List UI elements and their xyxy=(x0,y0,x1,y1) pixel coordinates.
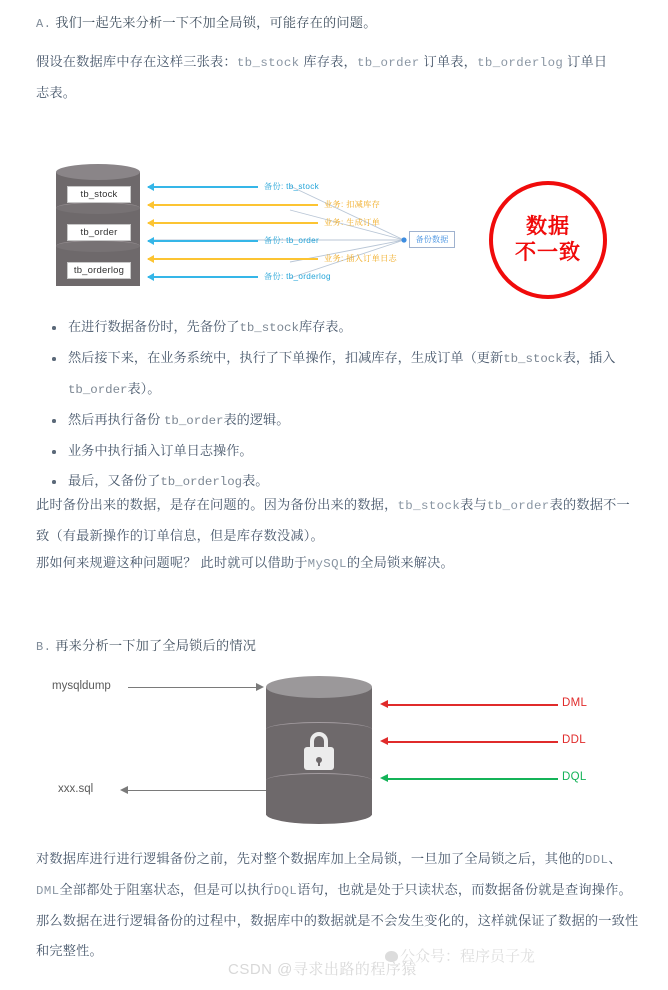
arrow-label-business-stock: 业务: 扣减库存 xyxy=(324,200,381,209)
para3-text-4: 语句，也就是处于只读状态，而数据备份就是查询操作。 xyxy=(297,882,632,897)
intro-text-1: 假设在数据库中存在这样三张表： xyxy=(36,54,237,69)
bullet-3-text-2: 表的逻辑。 xyxy=(223,412,290,427)
para1-text-3: 表的数据不一 xyxy=(549,497,630,512)
arrow-label-backup-order: 备份: tb_order xyxy=(264,236,320,245)
para2-text-1: 那如何来规避这种问题呢？ 此时就可以借助于 xyxy=(36,555,308,570)
wechat-watermark-text: 公众号：程序员子龙 xyxy=(400,948,536,965)
bullet-2-code-1: tb_stock xyxy=(503,352,563,366)
para3-code-2: DML xyxy=(36,884,60,898)
bullet-2-text-2: 表，插入 xyxy=(562,350,616,365)
csdn-watermark: CSDN @寻求出路的程序猿 xyxy=(228,961,417,978)
intro-text-4: 订单日 xyxy=(567,54,608,69)
table-name-stock: tb_stock xyxy=(236,56,300,70)
lock-explanation-paragraph xyxy=(36,844,651,966)
sql-output-arrow-head xyxy=(120,786,128,794)
section-a-intro xyxy=(36,47,636,108)
bullet-2-code-2: tb_order xyxy=(68,383,128,397)
para1-text-4: 致（有最新操作的订单信息，但是库存数没减）。 xyxy=(36,528,324,543)
table-name-order: tb_order xyxy=(356,56,420,70)
bullet-1-text-1: 在进行数据备份时，先备份了 xyxy=(68,319,240,334)
operation-label-ddl: DDL xyxy=(562,734,586,746)
list-item xyxy=(46,405,646,436)
intro-text-5: 志表。 xyxy=(36,85,77,100)
table-name-orderlog: tb_orderlog xyxy=(477,56,564,70)
mysqldump-arrow-line xyxy=(128,687,258,688)
para2-text-2: 的全局锁来解决。 xyxy=(346,555,454,570)
mysqldump-arrow-head xyxy=(256,683,264,691)
bullet-2-text-3: 表）。 xyxy=(127,381,161,396)
cylinder-top xyxy=(56,164,140,180)
section-a-title: 我们一起先来分析一下不加全局锁，可能存在的问题。 xyxy=(55,15,377,30)
section-a-heading xyxy=(36,8,377,39)
bullet-5-text-2: 表。 xyxy=(242,473,269,488)
para4-text-1: 那么数据在进行逻辑备份的过程中，数据库中的数据就是不会发生变化的，这样就保证了数据的一致性 xyxy=(36,913,639,928)
para2-code-1: MySQL xyxy=(307,557,347,571)
locked-database-cylinder xyxy=(266,676,372,824)
list-item xyxy=(46,436,646,466)
para3-text-2: 、 xyxy=(608,851,622,866)
padlock-icon xyxy=(304,732,334,770)
operation-label-dml: DML xyxy=(562,697,588,709)
section-a-marker: A. xyxy=(36,17,52,31)
bullet-5-text-1: 最后，又备份了 xyxy=(68,473,161,488)
para3-text-3: 全部都处于阻塞状态，但是可以执行 xyxy=(59,882,274,897)
bullet-1-code-1: tb_stock xyxy=(239,321,299,335)
backup-data-node: 备份数据 xyxy=(409,231,455,248)
section-b-heading xyxy=(36,631,256,662)
para3-code-3: DQL xyxy=(273,884,298,898)
para4-text-2: 和完整性。 xyxy=(36,943,103,958)
para1-text-2: 表与 xyxy=(460,497,487,512)
warning-line-1: 数据 xyxy=(526,215,570,238)
sql-output-arrow-line xyxy=(128,790,268,791)
section-b-marker: B. xyxy=(36,640,52,654)
arrow-label-business-orderlog: 业务: 插入订单日志 xyxy=(324,254,398,263)
bullet-3-code-1: tb_order xyxy=(163,414,224,428)
table-label-stock: tb_stock xyxy=(67,186,131,203)
para1-code-1: tb_stock xyxy=(397,499,461,513)
intro-text-3: 订单表， xyxy=(423,54,478,69)
table-label-order: tb_order xyxy=(67,224,131,241)
list-item xyxy=(46,312,646,343)
para1-text-1: 此时备份出来的数据，是存在问题的。因为备份出来的数据， xyxy=(36,497,398,512)
global-lock-diagram xyxy=(0,668,668,833)
intro-text-2: 库存表， xyxy=(303,54,357,69)
bullet-4-text-1: 业务中执行插入订单日志操作。 xyxy=(68,443,253,458)
bullet-2-text-1: 然后接下来，在业务系统中，执行了下单操作，扣减库存，生成订单（更新 xyxy=(68,350,504,365)
para3-code-1: DDL xyxy=(584,853,609,867)
inconsistency-explanation xyxy=(36,490,646,551)
arrow-label-backup-stock: 备份: tb_stock xyxy=(264,182,320,191)
global-lock-solution xyxy=(36,548,646,579)
bullet-3-text-1: 然后再执行备份 xyxy=(68,412,164,427)
list-item xyxy=(46,343,646,405)
database-cylinder xyxy=(56,164,140,286)
para1-code-2: tb_order xyxy=(486,499,550,513)
warning-line-2: 不一致 xyxy=(515,241,581,264)
arrow-label-business-order: 业务: 生成订单 xyxy=(324,218,381,227)
sql-output-label: xxx.sql xyxy=(58,783,94,795)
bullet-1-text-2: 库存表。 xyxy=(298,319,352,334)
operation-label-dql: DQL xyxy=(562,771,587,783)
mysqldump-label: mysqldump xyxy=(52,680,111,692)
para3-text-1: 对数据库进行进行逻辑备份之前，先对整个数据库加上全局锁，一旦加了全局锁之后，其他的 xyxy=(36,851,585,866)
bullet-5-code-1: tb_orderlog xyxy=(160,475,243,489)
cylinder2-top xyxy=(266,676,372,698)
table-label-orderlog: tb_orderlog xyxy=(67,262,131,279)
data-inconsistency-badge xyxy=(489,181,607,299)
section-b-title: 再来分析一下加了全局锁后的情况 xyxy=(55,638,257,653)
arrow-label-backup-orderlog: 备份: tb_orderlog xyxy=(264,272,331,281)
steps-bullet-list xyxy=(46,312,646,497)
